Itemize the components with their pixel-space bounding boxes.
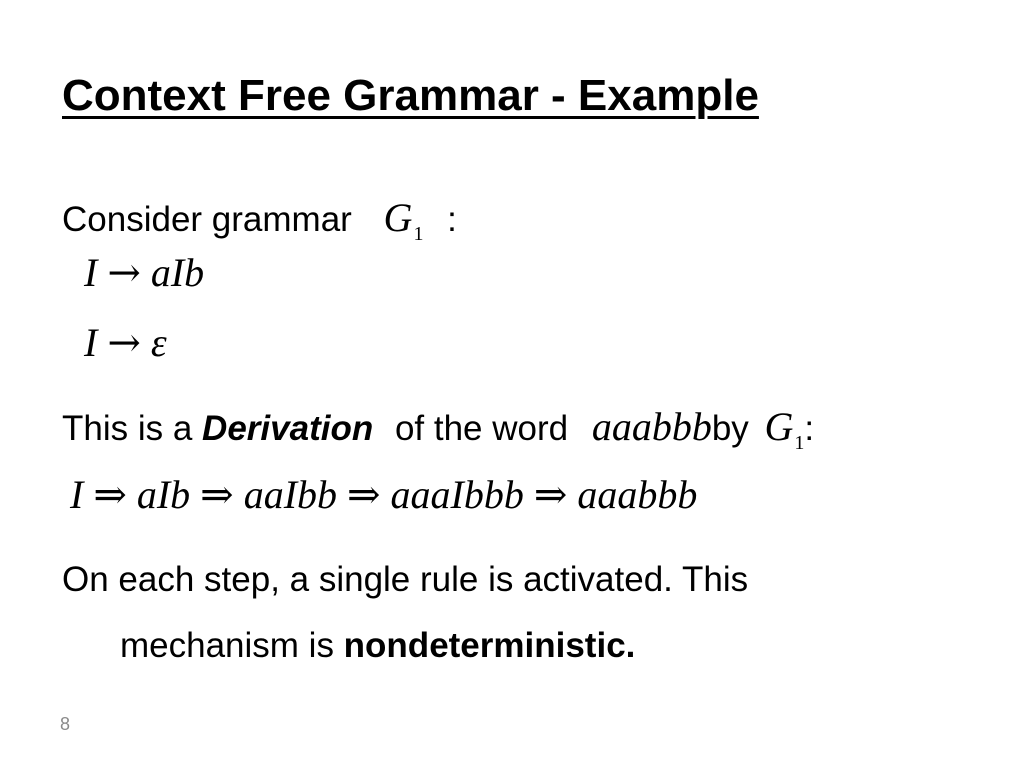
derives-arrow-4: ⇒ xyxy=(533,472,568,518)
rule-2-lhs: I xyxy=(84,320,98,365)
derives-arrow-2: ⇒ xyxy=(200,472,234,518)
closing-line-2 xyxy=(120,624,635,668)
derivation-grammar-name: G xyxy=(764,404,794,449)
derivation-middle: of the word xyxy=(394,409,569,448)
step-2: aaIbb xyxy=(243,472,338,517)
derivation-sentence xyxy=(62,405,814,456)
step-4: aaabbb xyxy=(577,472,698,517)
step-0: I xyxy=(70,472,84,517)
derivation-prefix: This is a xyxy=(62,409,203,448)
grammar-subscript: 1 xyxy=(413,223,424,245)
step-3: aaaIbbb xyxy=(390,472,524,517)
derives-arrow-3: ⇒ xyxy=(347,472,381,518)
rule-1-rhs: aIb xyxy=(150,250,205,295)
rule-1 xyxy=(84,248,204,298)
derivation-colon: : xyxy=(804,409,815,448)
derivation-emphasis: Derivation xyxy=(202,409,374,448)
consider-colon: : xyxy=(447,200,457,239)
consider-line xyxy=(62,196,457,247)
rule-1-arrow: → xyxy=(107,250,141,296)
derivation-grammar xyxy=(764,404,805,454)
derivation-grammar-subscript: 1 xyxy=(794,432,805,454)
rule-2 xyxy=(84,318,167,368)
page-number: 8 xyxy=(60,714,71,734)
rule-2-arrow: → xyxy=(107,320,141,366)
rule-2-rhs: ε xyxy=(150,320,167,365)
grammar-name: G xyxy=(383,195,413,240)
rule-1-lhs: I xyxy=(84,250,98,295)
derivation-chain xyxy=(70,470,697,520)
closing-line-2-prefix: mechanism is xyxy=(120,626,344,665)
closing-line-1: On each step, a single rule is activated. This xyxy=(62,560,749,599)
derivation-by: by xyxy=(711,409,749,448)
closing-emphasis: nondeterministic. xyxy=(343,626,636,665)
derivation-word: aaabbb xyxy=(591,404,712,449)
derives-arrow-1: ⇒ xyxy=(93,472,127,518)
grammar-symbol xyxy=(383,195,424,245)
step-1: aIb xyxy=(136,472,191,517)
consider-text: Consider grammar xyxy=(62,200,352,239)
slide-title: Context Free Grammar - Example xyxy=(62,71,759,120)
